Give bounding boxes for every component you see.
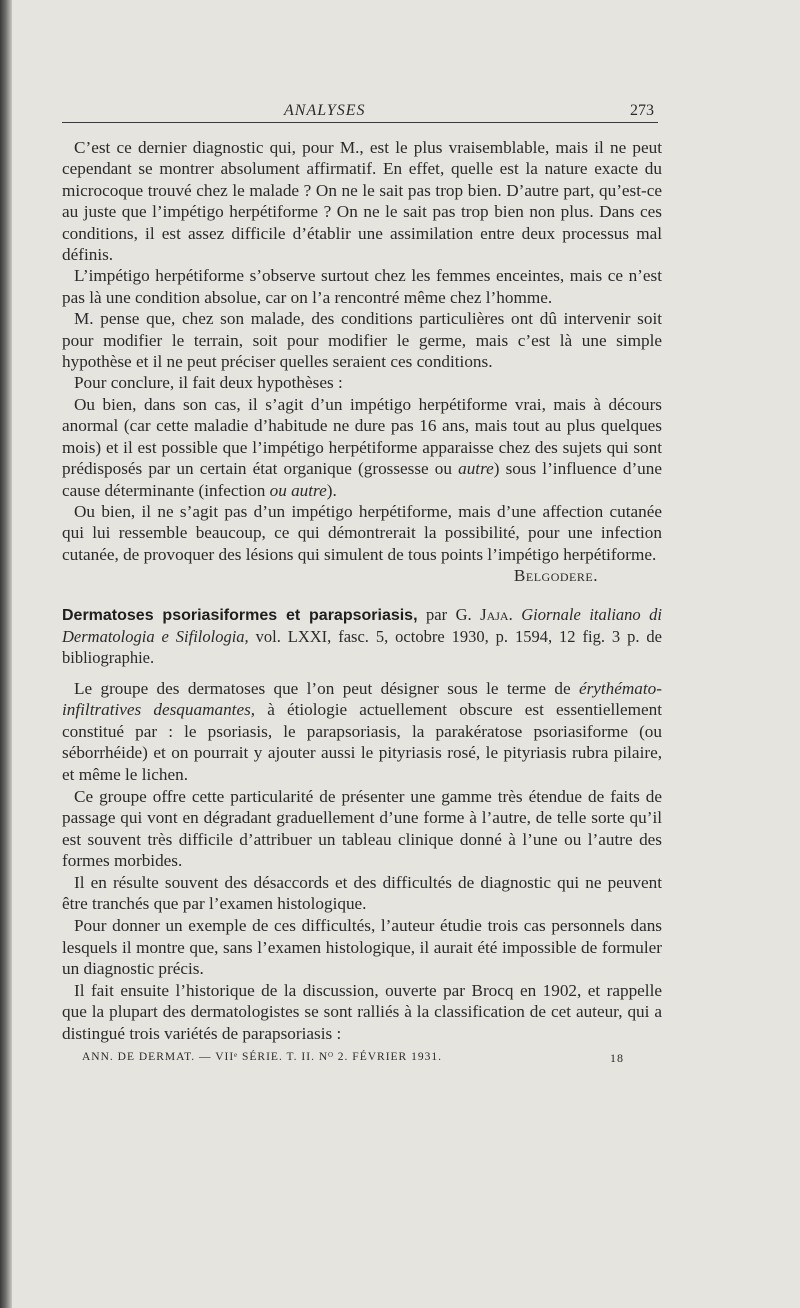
- footer-journal-line: ANN. DE DERMAT. — VIIᵉ SÉRIE. T. II. Nᴼ 2. FÉVRIER 1931.: [82, 1050, 442, 1063]
- page: [62, 92, 662, 1071]
- article-title: Dermatoses psoriasiformes et parapsoriasis,: [62, 606, 418, 624]
- paragraph: M. pense que, chez son malade, des conditions particulières ont dû intervenir soit pour modifier le terrain, soit pour modifier le germe, mais c’est là une simple hypothèse et il ne peut préciser quelles seraient ces conditions.: [62, 309, 662, 372]
- signature: Belgodere.: [513, 566, 598, 586]
- text-run: Ou bien, dans son cas, il s’agit d’un impétigo herpétiforme vrai, mais à décours anormal (car cette maladie d’habitude ne dure pas 16 ans, mais tout au plus quelques mois) et il est possible que l’impétigo herpétiforme apparaisse chez des sujets qui sont prédisposés par un certain état organique (grossesse ou: [62, 394, 662, 479]
- article-author: Jaja.: [480, 604, 513, 624]
- section-2: [62, 678, 662, 1045]
- paragraph: [62, 501, 662, 587]
- binding-edge: [0, 0, 12, 1308]
- paragraph: L’impétigo herpétiforme s’observe surtout chez les femmes enceintes, mais ce n’est pas là une condition absolue, car on l’a rencontré même chez l’homme.: [62, 266, 662, 307]
- italic-run: ou autre: [269, 480, 327, 500]
- italic-run: érythémato-infiltratives desquamantes,: [62, 678, 662, 720]
- text-run: par G.: [417, 604, 481, 624]
- paragraph: [62, 394, 662, 501]
- paragraph: Il en résulte souvent des désaccords et des difficultés de diagnostic qui ne peuvent être tranchés que par l’examen histologique.: [62, 872, 662, 914]
- italic-run: autre: [458, 459, 494, 479]
- page-number: 273: [630, 102, 654, 119]
- paragraph: Ce groupe offre cette particularité de présenter une gamme très étendue de faits de passage qui vont en dégradant graduellement d’une forme à l’autre, de telle sorte qu’il est souvent très difficile d’attribuer un tableau clinique donné à l’une ou l’autre des formes morbides.: [62, 786, 662, 871]
- section-1: [62, 137, 662, 587]
- paragraph: Pour donner un exemple de ces difficultés, l’auteur étudie trois cas personnels dans lesquels il montre que, sans l’examen histologique, il aurait été impossible de formuler un diagnostic précis.: [62, 916, 662, 979]
- paragraph: [62, 678, 662, 786]
- article-heading: [62, 604, 662, 668]
- citation: vol. LXXI, fasc. 5, octobre 1930, p. 1594, 12 fig. 3 p. de bibliographie.: [62, 626, 662, 667]
- paragraph: C’est ce dernier diagnostic qui, pour M., est le plus vraisemblable, mais il ne peut cependant se montrer absolument affirmatif. En effet, quelle est la nature exacte du microcoque trouvé chez le malade ? On ne le sait pas trop bien. D’autre part, qu’est-ce au juste que l’impétigo herpétiforme ? On ne le sait pas trop bien non plus. Dans ces conditions, il est assez difficile d’établir une assimilation entre deux processus mal définis.: [62, 138, 662, 265]
- running-title: ANALYSES: [284, 102, 366, 119]
- paragraph: Pour conclure, il fait deux hypothèses :: [74, 373, 343, 393]
- running-head: [62, 92, 658, 123]
- signature-mark: 18: [610, 1050, 624, 1065]
- text-run: Ou bien, il ne s’agit pas d’un impétigo herpétiforme, mais d’une affection cutanée qui lui ressemble beaucoup, ce qui démontrerait la possibilité, pour une infection cutanée, de provoquer des lésions qui simulent de tous points l’impétigo herpétiforme.: [62, 501, 662, 564]
- text-run: ) sous l’influence d’une cause déterminante (infection: [62, 459, 662, 500]
- text-run: Le groupe des dermatoses que l’on peut désigner sous le terme de: [74, 678, 579, 698]
- journal-name: Giornale italiano di Dermatologia e Sifilologia,: [62, 604, 663, 646]
- page-footer: [62, 1051, 662, 1071]
- paragraph: Il fait ensuite l’historique de la discussion, ouverte par Brocq en 1902, et rappelle que la plupart des dermatologistes se sont ralliés à la classification de cet auteur, qui a distingué trois variétés de parapsoriasis :: [62, 980, 662, 1044]
- text-run: à étiologie actuellement obscure est essentiellement constitué par : le psoriasis, le parapsoriasis, la parakératose psoriasiforme (ou séborrhéide) et on pourrait y ajouter aussi le pityriasis rosé, le pityriasis rubra pilaire, et même le lichen.: [62, 700, 662, 784]
- text-run: ).: [326, 480, 337, 500]
